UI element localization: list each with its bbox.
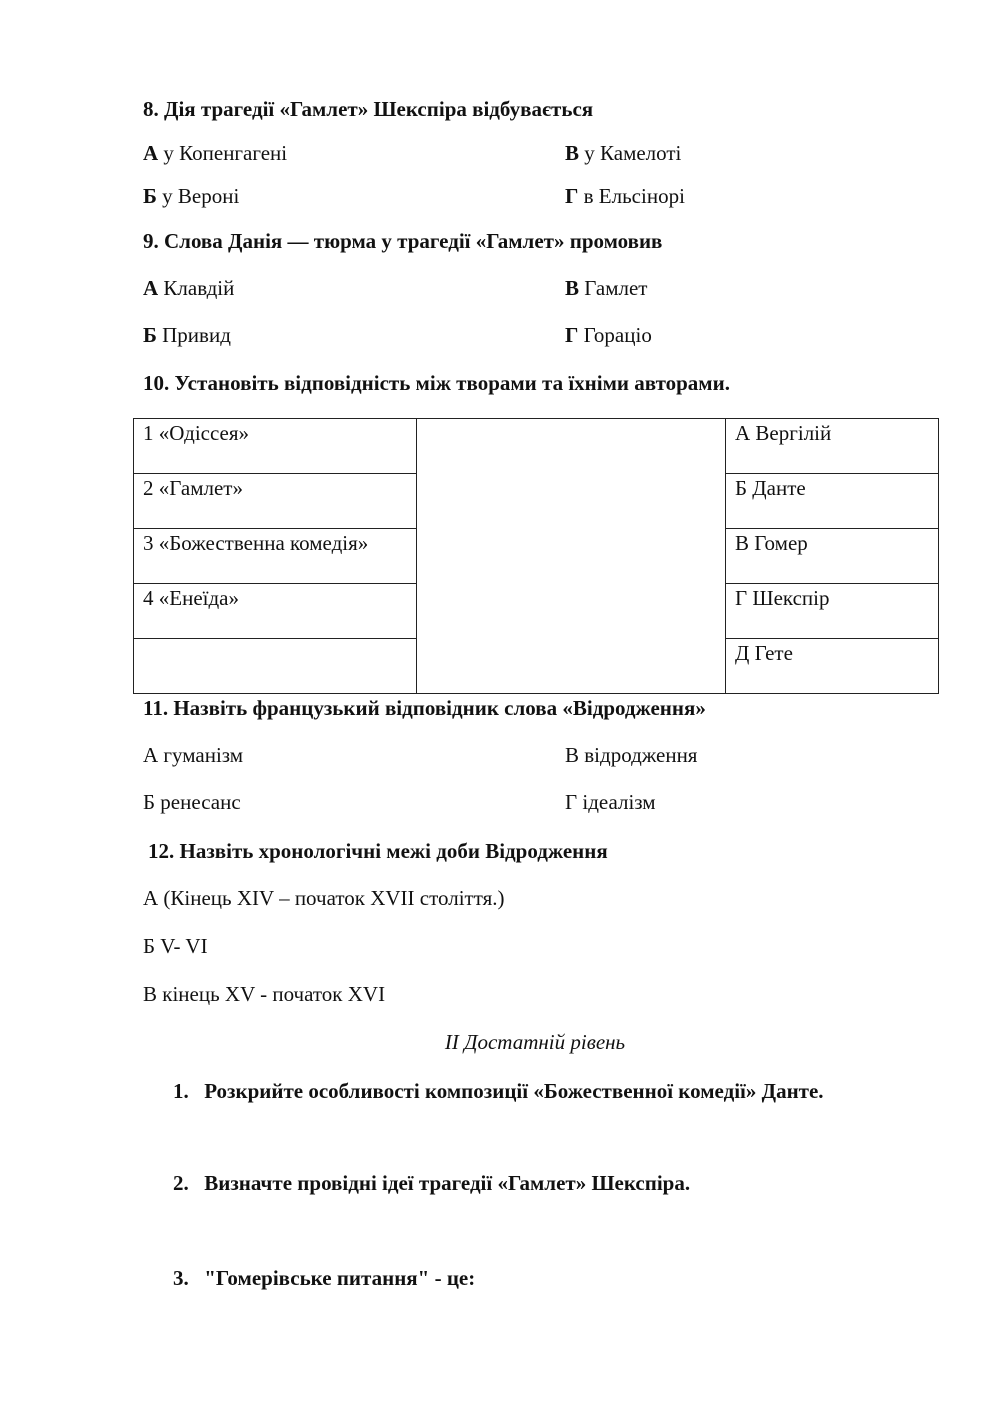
q12-option-b: Б V- VI (143, 934, 208, 958)
author-cell: А Вергілій (726, 419, 939, 474)
q9-option-v (565, 276, 647, 301)
q8-option-b (143, 184, 239, 209)
option-letter: А (143, 141, 159, 165)
q8-option-v (565, 141, 681, 166)
matching-answer-area (417, 419, 726, 694)
q11-option-g: Г ідеалізм (565, 790, 656, 814)
work-cell: 2 «Гамлет» (134, 474, 417, 529)
q9-option-g (565, 323, 652, 348)
q12-option-a: А (Кінець XIV – початок XVII століття.) (143, 886, 505, 910)
task-2 (173, 1171, 690, 1196)
task-text: "Гомерівське питання" - це: (204, 1266, 476, 1290)
option-text: у Копенгагені (158, 141, 288, 165)
option-text: в Ельсінорі (578, 184, 685, 208)
question-11-title: 11. Назвіть французький відповідник слова «Відродження» (143, 696, 706, 720)
option-text: Гораціо (578, 323, 652, 347)
option-letter: Б (143, 184, 157, 208)
option-letter: Б (143, 323, 157, 347)
option-letter: Г (565, 184, 579, 208)
question-12-title: 12. Назвіть хронологічні межі доби Відродження (148, 839, 608, 863)
q9-option-b (143, 323, 231, 348)
work-cell: 4 «Енеїда» (134, 584, 417, 639)
option-letter: Г (565, 323, 579, 347)
task-number: 1. (173, 1079, 189, 1103)
author-cell: Д Гете (726, 639, 939, 694)
q11-option-b: Б ренесанс (143, 790, 241, 814)
option-text: Привид (156, 323, 231, 347)
question-9-title: 9. Слова Данія — тюрма у трагедії «Гамлет» промовив (143, 229, 663, 253)
task-text: Визначте провідні ідеї трагедії «Гамлет» Шекспіра. (204, 1171, 691, 1195)
option-text: у Вероні (156, 184, 240, 208)
work-cell: 3 «Божественна комедія» (134, 529, 417, 584)
task-text: Розкрийте особливості композиції «Божественної комедії» Данте. (204, 1079, 824, 1103)
q8-option-g (565, 184, 685, 209)
option-letter: В (565, 276, 580, 300)
task-number: 2. (173, 1171, 189, 1195)
question-10-title: 10. Установіть відповідність між творами та їхніми авторами. (143, 371, 730, 395)
author-cell: Г Шекспір (726, 584, 939, 639)
task-1 (173, 1079, 824, 1104)
work-cell: 1 «Одіссея» (134, 419, 417, 474)
table-row (134, 419, 939, 474)
author-cell: В Гомер (726, 529, 939, 584)
author-cell: Б Данте (726, 474, 939, 529)
matching-table (133, 418, 939, 694)
task-3 (173, 1266, 475, 1291)
q12-option-v: В кінець XV - початок XVI (143, 982, 386, 1006)
task-number: 3. (173, 1266, 189, 1290)
q9-option-a (143, 276, 234, 301)
option-letter: В (565, 141, 580, 165)
q11-option-v: В відродження (565, 743, 698, 767)
q8-option-a (143, 141, 287, 166)
option-text: Клавдій (158, 276, 235, 300)
option-text: у Камелоті (579, 141, 682, 165)
section-heading: ІІ Достатній рівень (444, 1030, 626, 1054)
option-letter: А (143, 276, 159, 300)
q11-option-a: А гуманізм (143, 743, 244, 767)
option-text: Гамлет (579, 276, 648, 300)
question-8-title: 8. Дія трагедії «Гамлет» Шекспіра відбувається (143, 97, 594, 121)
work-cell (134, 639, 417, 694)
